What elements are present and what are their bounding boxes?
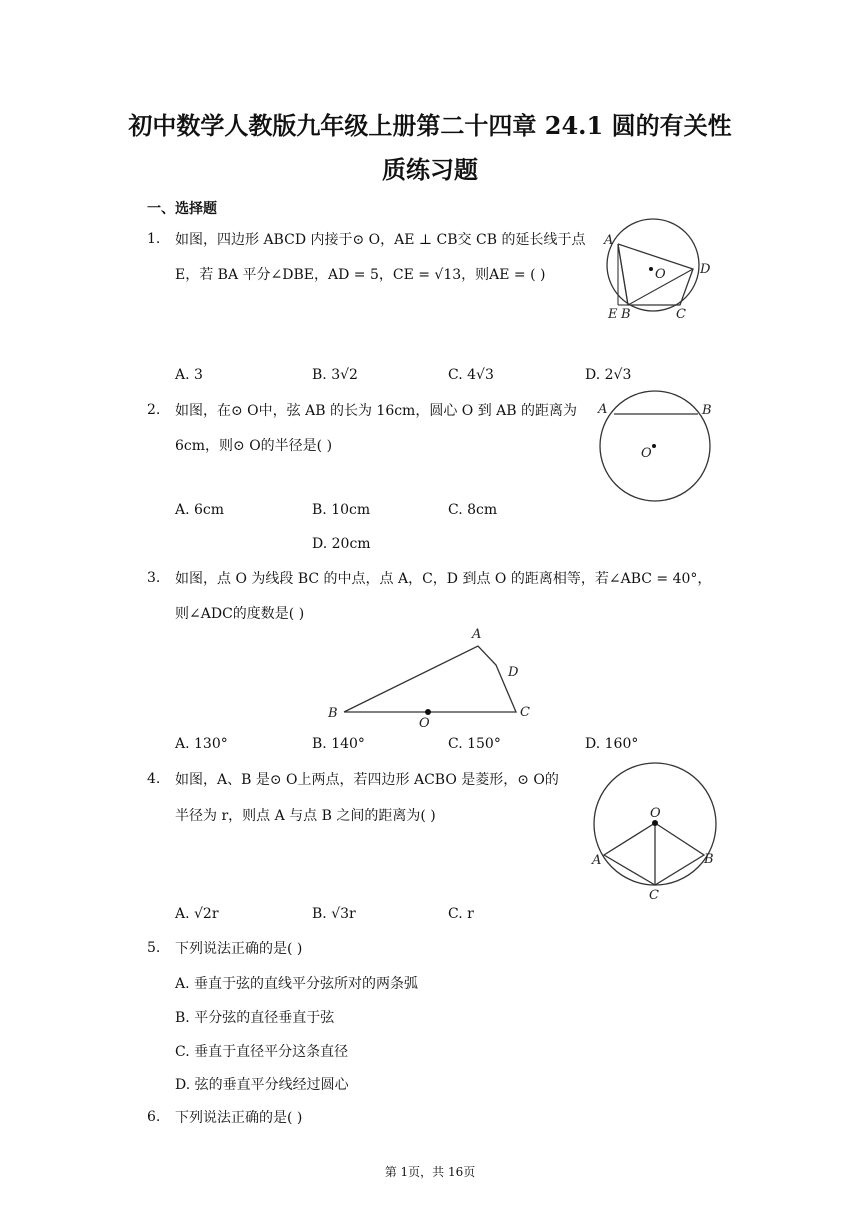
question-3-line2: 则∠ADC的度数是( ) (175, 606, 305, 622)
question-4-line2: 半径为 r，则点 A 与点 B 之间的距离为( ) (175, 808, 436, 824)
question-3-number: 3. (147, 570, 161, 586)
question-3-option-d: D. 160° (585, 736, 639, 752)
question-4-line1: 如图，A、B 是⊙ O上两点，若四边形 ACBO 是菱形，⊙ O的 (175, 772, 559, 788)
question-5-option-a: A. 垂直于弦的直线平分弦所对的两条弧 (175, 976, 419, 992)
figure-label: B (702, 403, 712, 418)
figure-midpoint-o (425, 709, 431, 715)
question-4-figure (590, 760, 725, 905)
figure-label: O (419, 716, 430, 730)
figure-label: B (328, 706, 338, 721)
question-5-option-b: B. 平分弦的直径垂直于弦 (175, 1010, 335, 1026)
question-5-option-d: D. 弦的垂直平分线经过圆心 (175, 1077, 349, 1093)
question-4-number: 4. (147, 771, 161, 787)
question-3-option-c: C. 150° (448, 736, 501, 752)
section-heading: 一、选择题 (147, 201, 217, 217)
figure-label: B (621, 307, 631, 321)
question-2-option-b: B. 10cm (312, 502, 371, 518)
question-1-option-c: C. 4√3 (448, 367, 494, 383)
question-4-option-a: A. √2r (175, 906, 219, 922)
question-1-figure (598, 216, 723, 321)
question-1-number: 1. (147, 231, 161, 247)
question-2-line1: 如图，在⊙ O中，弦 AB 的长为 16cm，圆心 O 到 AB 的距离为 (175, 403, 578, 419)
question-2-line2: 6cm，则⊙ O的半径是( ) (175, 438, 333, 454)
question-2-option-c: C. 8cm (448, 502, 498, 518)
question-3-line1: 如图，点 O 为线段 BC 的中点，点 A，C，D 到点 O 的距离相等，若∠ABC = 40°， (175, 571, 712, 587)
question-2-figure (590, 390, 720, 505)
page-footer: 第 1页，共 16页 (384, 1165, 476, 1179)
document-title-line1: 初中数学人教版九年级上册第二十四章 24.1 圆的有关性 (128, 111, 732, 140)
figure-label: B (704, 852, 714, 867)
question-1-option-b: B. 3√2 (312, 367, 358, 383)
question-1-line1: 如图，四边形 ABCD 内接于⊙ O，AE ⊥ CB交 CB 的延长线于点 (175, 232, 586, 248)
question-5-number: 5. (147, 940, 161, 956)
figure-label: C (649, 888, 659, 903)
figure-label: A (598, 402, 608, 417)
question-1-option-d: D. 2√3 (585, 367, 632, 383)
question-3-option-a: A. 130° (175, 736, 228, 752)
question-5-line1: 下列说法正确的是( ) (175, 941, 303, 957)
figure-label: D (508, 665, 519, 680)
figure-label: A (604, 233, 614, 248)
question-6-number: 6. (147, 1109, 161, 1125)
question-4-option-b: B. √3r (312, 906, 356, 922)
figure-center-point (649, 267, 653, 271)
document-title-line2: 质练习题 (382, 155, 478, 184)
question-5-option-c: C. 垂直于直径平分这条直径 (175, 1044, 349, 1060)
figure-label: O (641, 446, 652, 461)
figure-label: A (592, 853, 602, 868)
figure-rhombus-acbo (604, 823, 704, 885)
question-1-line2: E，若 BA 平分∠DBE，AD = 5，CE = √13，则AE = ( ) (175, 267, 546, 283)
figure-label: C (520, 705, 530, 720)
figure-center-point (652, 444, 656, 448)
figure-polygon-badc (344, 646, 516, 712)
figure-label: E (608, 307, 618, 321)
figure-label: D (700, 262, 711, 277)
question-3-option-b: B. 140° (312, 736, 365, 752)
question-1-option-a: A. 3 (175, 367, 203, 383)
figure-label: O (655, 267, 666, 282)
question-2-option-a: A. 6cm (175, 502, 225, 518)
question-3-figure (320, 620, 540, 730)
question-4-option-c: C. r (448, 906, 474, 922)
question-6-line1: 下列说法正确的是( ) (175, 1110, 303, 1126)
figure-label: A (472, 627, 482, 642)
question-2-number: 2. (147, 402, 161, 418)
figure-label: C (676, 307, 686, 321)
figure-label: O (650, 806, 661, 821)
question-2-option-d: D. 20cm (312, 536, 371, 552)
